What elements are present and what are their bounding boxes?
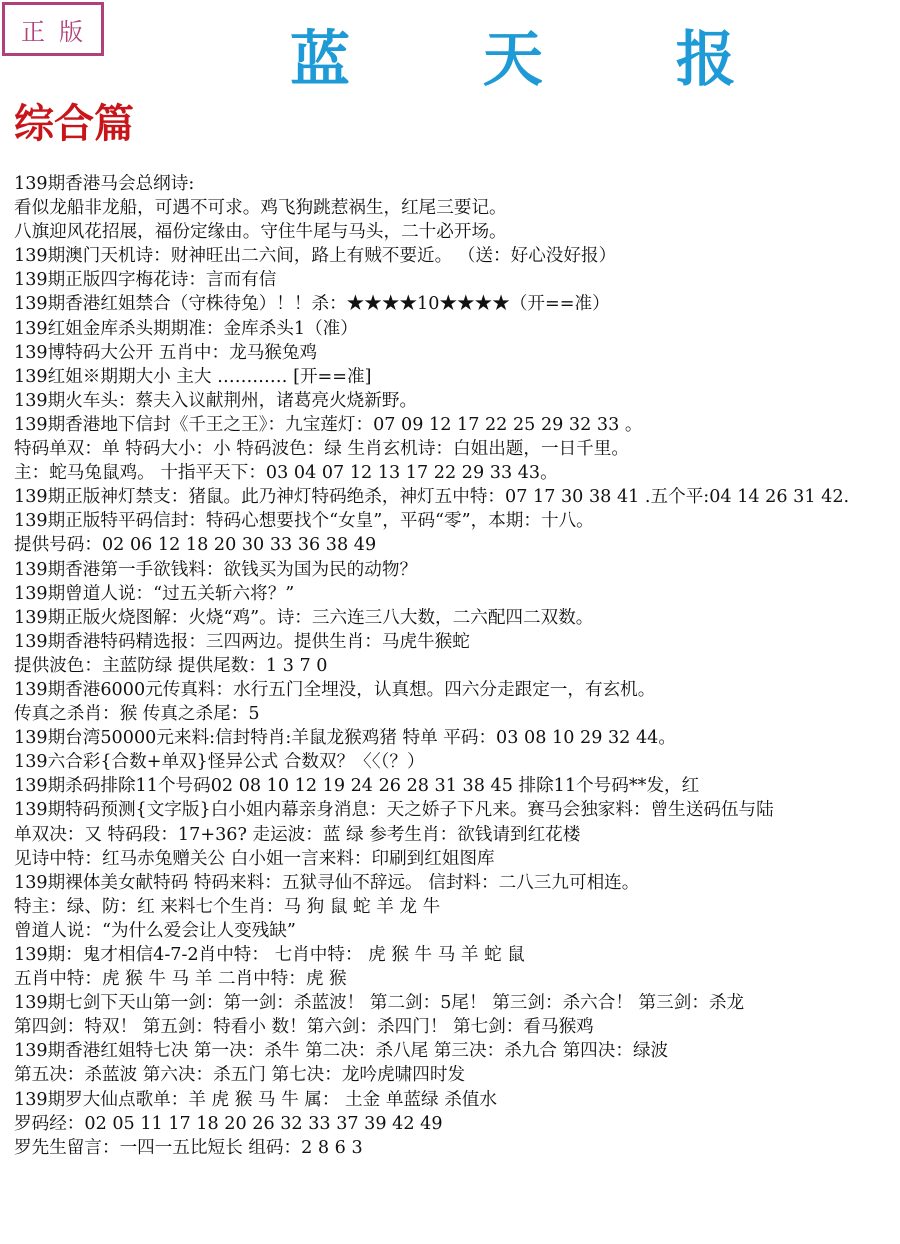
text-line: 139博特码大公开 五肖中：龙马猴兔鸡 xyxy=(14,342,318,363)
text-line: 罗先生留言：一四一五比短长 组码：2 8 6 3 xyxy=(14,1137,363,1158)
text-line: 139期罗大仙点歌单：羊 虎 猴 马 牛 属： 土金 单蓝绿 杀值水 xyxy=(14,1089,497,1110)
text-line: 罗码经：02 05 11 17 18 20 26 32 33 37 39 42 49 xyxy=(14,1113,443,1134)
text-line: 139期香港马会总纲诗: xyxy=(14,174,195,194)
text-line: 139期香港第一手欲钱料：欲钱买为国为民的动物？ xyxy=(14,559,418,580)
text-line: 第四剑：特双！ 第五剑：特看小 数！第六剑：杀四门！ 第七剑：看马猴鸡 xyxy=(14,1017,594,1038)
text-line: 特码单双：单 特码大小：小 特码波色：绿 生肖玄机诗：白姐出题，一日千里。 xyxy=(14,439,629,460)
text-line: 139六合彩{合数+单双}怪异公式 合数双？〈〈（？） xyxy=(14,752,425,773)
text-line: 139期香港红姐特七决 第一决：杀牛 第二决：杀八尾 第三决：杀九合 第四决：绿波 xyxy=(14,1041,669,1062)
text-line: 139期七剑下天山第一剑：第一剑：杀蓝波！ 第二剑：5尾！ 第三剑：杀六合！ 第三剑：杀龙 xyxy=(14,993,745,1014)
text-line: 139期：鬼才相信4-7-2肖中特： 七肖中特： 虎 猴 牛 马 羊 蛇 鼠 xyxy=(14,945,525,965)
text-line: 提供波色：主蓝防绿 提供尾数：1 3 7 0 xyxy=(14,655,328,676)
text-line: 第五决：杀蓝波 第六决：杀五门 第七决：龙吟虎啸四时发 xyxy=(14,1065,466,1086)
text-line: 139期香港红姐禁合（守株待兔）！！杀：★★★★10★★★★（开==准） xyxy=(14,294,610,315)
text-line: 139红姐※期期大小 主大 ………… [开==准] xyxy=(14,366,372,387)
text-line: 139期香港6000元传真料：水行五门全埋没，认真想。四六分走跟定一，有玄机。 xyxy=(14,679,656,700)
text-line: 五肖中特：虎 猴 牛 马 羊 二肖中特：虎 猴 xyxy=(14,969,347,990)
text-line: 139期正版神灯禁支：猪鼠。此乃神灯特码绝杀，神灯五中特：07 17 30 38 41 .五个平:04 14 26 31 42. xyxy=(14,487,850,508)
edition-badge: 正版 xyxy=(2,2,104,56)
text-line: 139期火车头：蔡夫入议献荆州，诸葛亮火烧新野。 xyxy=(14,390,418,411)
text-line: 139期特码预测{文字版}白小姐内幕亲身消息：天之娇子下凡来。赛马会独家料：曾生送码伍与陆 xyxy=(14,800,774,821)
article-lines xyxy=(14,172,898,1160)
text-line: 139红姐金库杀头期期准：金库杀头1（准） xyxy=(14,318,358,339)
text-line: 139期台湾50000元来料:信封特肖:羊鼠龙猴鸡猪 特单 平码：03 08 10 29 32 44。 xyxy=(14,728,676,749)
text-line: 139期正版四字梅花诗：言而有信 xyxy=(14,270,277,291)
text-line: 139期正版特平码信封：特码心想要找个“女皇”，平码“零”，本期：十八。 xyxy=(14,511,594,532)
text-line: 139期香港地下信封《千王之王》：九宝莲灯：07 09 12 17 22 25 29 32 33 。 xyxy=(14,414,643,435)
text-line: 139期正版火烧图解：火烧“鸡”。诗：三六连三八大数，二六配四二双数。 xyxy=(14,607,594,628)
text-line: 八旗迎风花招展，福份定缘由。守住牛尾与马头，二十必开场。 xyxy=(14,222,507,243)
text-line: 提供号码：02 06 12 18 20 30 33 36 38 49 xyxy=(14,535,377,556)
section-heading: 综合篇 xyxy=(14,100,134,147)
text-line: 单双决：又 特码段：17+36? 走运波：蓝 绿 参考生肖：欲钱请到红花楼 xyxy=(14,824,581,845)
text-line: 139期澳门天机诗：财神旺出二六间，路上有贼不要近。 （送：好心没好报） xyxy=(14,246,617,267)
text-line: 看似龙船非龙船，可遇不可求。鸡飞狗跳惹祸生，红尾三要记。 xyxy=(14,198,507,219)
text-line: 主：蛇马兔鼠鸡。 十指平天下：03 04 07 12 13 17 22 29 33 43。 xyxy=(14,463,558,484)
text-line: 曾道人说：“为什么爱会让人变残缺” xyxy=(14,920,296,941)
text-line: 139期曾道人说：“过五关斩六将？” xyxy=(14,583,295,604)
text-line: 139期香港特码精选报：三四两边。提供生肖：马虎牛猴蛇 xyxy=(14,631,470,652)
text-line: 见诗中特：红马赤兔赠关公 白小姐一言来料：印刷到红姐图库 xyxy=(14,848,495,869)
text-line: 139期裸体美女献特码 特码来料：五狱寻仙不辞远。 信封料：二八三九可相连。 xyxy=(14,872,640,893)
text-line: 传真之杀肖：猴 传真之杀尾：5 xyxy=(14,704,260,725)
text-line: 特主：绿、防：红 来料七个生肖：马 狗 鼠 蛇 羊 龙 牛 xyxy=(14,896,441,917)
text-line: 139期杀码排除11个号码02 08 10 12 19 24 26 28 31 38 45 排除11个号码**发，红 xyxy=(14,776,700,797)
masthead-title: 蓝 天 报 xyxy=(290,25,792,95)
